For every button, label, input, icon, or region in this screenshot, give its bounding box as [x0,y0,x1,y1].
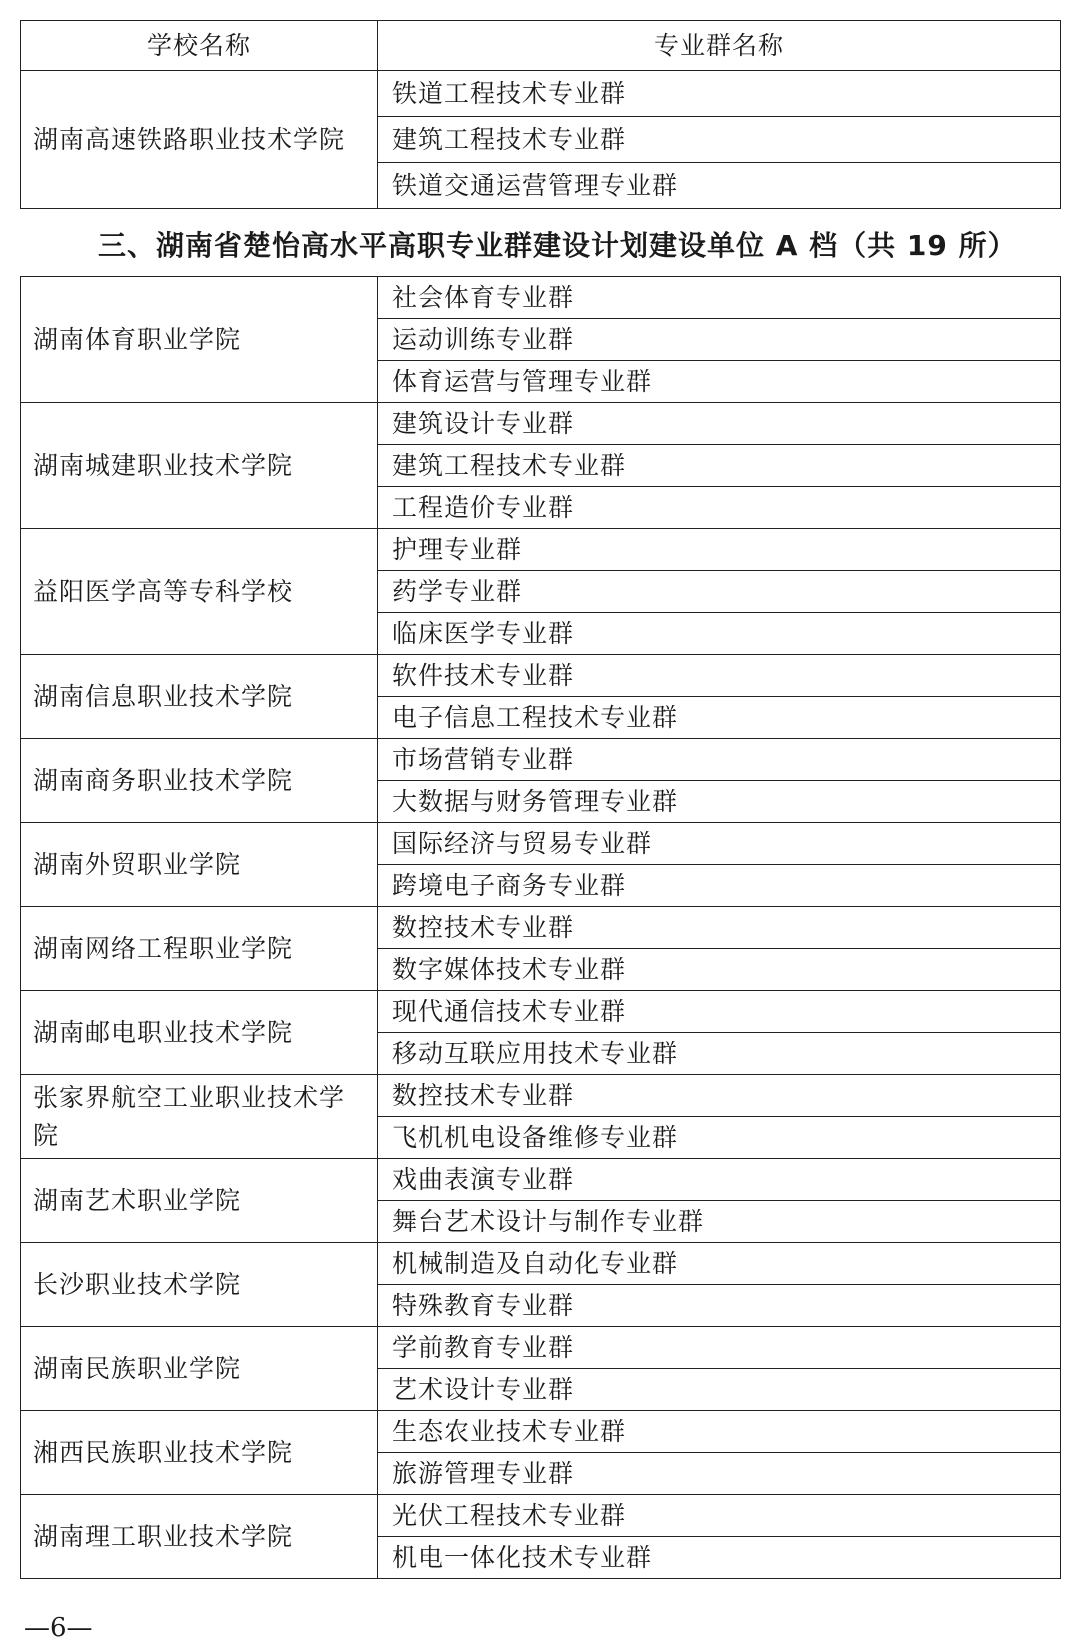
major-group-name: 市场营销专业群 [378,739,1061,781]
major-group-name: 国际经济与贸易专业群 [378,823,1061,865]
table-row [21,529,1061,571]
header-row [21,21,1061,71]
column-header-school: 学校名称 [21,21,378,71]
major-group-name: 跨境电子商务专业群 [378,865,1061,907]
major-group-name: 光伏工程技术专业群 [378,1495,1061,1537]
major-group-name: 机械制造及自动化专业群 [378,1243,1061,1285]
school-name: 长沙职业技术学院 [21,1243,378,1327]
major-group-name: 护理专业群 [378,529,1061,571]
major-group-name: 建筑工程技术专业群 [378,117,1061,163]
column-header-major-group: 专业群名称 [378,21,1061,71]
school-name: 湖南外贸职业学院 [21,823,378,907]
school-name: 湖南理工职业技术学院 [21,1495,378,1579]
school-name: 湖南商务职业技术学院 [21,739,378,823]
major-group-name: 药学专业群 [378,571,1061,613]
school-name: 湖南艺术职业学院 [21,1159,378,1243]
major-group-name: 学前教育专业群 [378,1327,1061,1369]
table-row [21,403,1061,445]
major-group-name: 戏曲表演专业群 [378,1159,1061,1201]
major-group-name: 现代通信技术专业群 [378,991,1061,1033]
table-row [21,823,1061,865]
major-group-name: 软件技术专业群 [378,655,1061,697]
table-row [21,739,1061,781]
table-row [21,1159,1061,1201]
table-row [21,907,1061,949]
table-row [21,1075,1061,1117]
school-table-a-tier [20,276,1061,1579]
page-number: —6— [24,1613,93,1643]
table-row [21,1495,1061,1537]
table-row [21,991,1061,1033]
major-group-name: 运动训练专业群 [378,319,1061,361]
major-group-name: 艺术设计专业群 [378,1369,1061,1411]
major-group-name: 移动互联应用技术专业群 [378,1033,1061,1075]
section-heading: 三、湖南省楚怡高水平高职专业群建设计划建设单位 A 档（共 19 所） [98,229,1017,262]
major-group-name: 体育运营与管理专业群 [378,361,1061,403]
major-group-name: 社会体育专业群 [378,277,1061,319]
table-row [21,1327,1061,1369]
school-table-top [20,20,1061,209]
school-name: 湖南民族职业学院 [21,1327,378,1411]
major-group-name: 旅游管理专业群 [378,1453,1061,1495]
school-name: 益阳医学高等专科学校 [21,529,378,655]
major-group-name: 大数据与财务管理专业群 [378,781,1061,823]
major-group-name: 机电一体化技术专业群 [378,1537,1061,1579]
major-group-name: 建筑工程技术专业群 [378,445,1061,487]
major-group-name: 电子信息工程技术专业群 [378,697,1061,739]
major-group-name: 舞台艺术设计与制作专业群 [378,1201,1061,1243]
major-group-name: 数控技术专业群 [378,907,1061,949]
major-group-name: 铁道交通运营管理专业群 [378,163,1061,209]
school-name: 湖南体育职业学院 [21,277,378,403]
school-name: 湘西民族职业技术学院 [21,1411,378,1495]
school-name: 湖南邮电职业技术学院 [21,991,378,1075]
school-name: 湖南城建职业技术学院 [21,403,378,529]
major-group-name: 数控技术专业群 [378,1075,1061,1117]
school-name: 湖南网络工程职业学院 [21,907,378,991]
table-row [21,1243,1061,1285]
table-row [21,1411,1061,1453]
major-group-name: 建筑设计专业群 [378,403,1061,445]
school-name: 湖南高速铁路职业技术学院 [21,71,378,209]
school-name: 张家界航空工业职业技术学院 [21,1075,378,1159]
major-group-name: 生态农业技术专业群 [378,1411,1061,1453]
major-group-name: 铁道工程技术专业群 [378,71,1061,117]
major-group-name: 特殊教育专业群 [378,1285,1061,1327]
major-group-name: 数字媒体技术专业群 [378,949,1061,991]
table-row [21,277,1061,319]
school-name: 湖南信息职业技术学院 [21,655,378,739]
table-row [21,71,1061,117]
major-group-name: 飞机机电设备维修专业群 [378,1117,1061,1159]
major-group-name: 工程造价专业群 [378,487,1061,529]
major-group-name: 临床医学专业群 [378,613,1061,655]
table-row [21,655,1061,697]
